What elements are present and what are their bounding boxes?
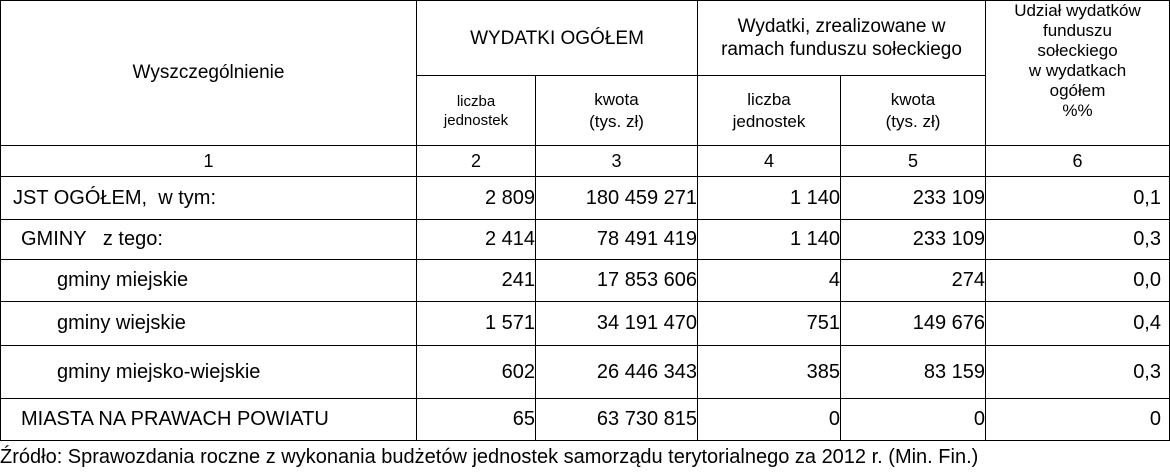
column-number: 1 (1, 146, 417, 177)
cell-fund-amount: 83 159 (841, 346, 986, 399)
table-row-rural (1, 302, 1170, 346)
cell-amount: 78 491 419 (536, 220, 698, 260)
cell-count: 2 414 (417, 220, 536, 260)
column-number: 5 (841, 146, 986, 177)
cell-fund-count: 0 (698, 399, 841, 441)
header-fund-amount: kwota (tys. zł) (841, 76, 986, 146)
cell-share: 0 (986, 399, 1170, 441)
cell-share: 0,1 (986, 177, 1170, 220)
cell-share: 0,3 (986, 346, 1170, 399)
cell-fund-amount: 274 (841, 260, 986, 302)
cell-count: 602 (417, 346, 536, 399)
cell-fund-amount: 233 109 (841, 220, 986, 260)
column-number: 2 (417, 146, 536, 177)
row-label: MIASTA NA PRAWACH POWIATU (1, 399, 417, 441)
cell-amount: 180 459 271 (536, 177, 698, 220)
cell-fund-amount: 149 676 (841, 302, 986, 346)
header-total-expenses: WYDATKI OGÓŁEM (417, 1, 698, 76)
table-row-total (1, 177, 1170, 220)
cell-fund-count: 385 (698, 346, 841, 399)
cell-fund-amount: 0 (841, 399, 986, 441)
table-row-cities (1, 399, 1170, 441)
cell-count: 2 809 (417, 177, 536, 220)
column-number: 3 (536, 146, 698, 177)
cell-amount: 26 446 343 (536, 346, 698, 399)
cell-fund-count: 1 140 (698, 177, 841, 220)
cell-amount: 17 853 606 (536, 260, 698, 302)
header-share: Udział wydatków funduszu sołeckiego w wydatkach ogółem %% (986, 1, 1170, 146)
column-number: 4 (698, 146, 841, 177)
cell-fund-amount: 233 109 (841, 177, 986, 220)
cell-count: 65 (417, 399, 536, 441)
header-count: liczba jednostek (417, 76, 536, 146)
cell-share: 0,3 (986, 220, 1170, 260)
row-label: gminy wiejskie (1, 302, 417, 346)
header-amount: kwota (tys. zł) (536, 76, 698, 146)
column-number: 6 (986, 146, 1170, 177)
row-label: gminy miejskie (1, 260, 417, 302)
cell-share: 0,4 (986, 302, 1170, 346)
header-row-1 (1, 1, 1170, 76)
cell-amount: 34 191 470 (536, 302, 698, 346)
cell-fund-count: 4 (698, 260, 841, 302)
cell-fund-count: 751 (698, 302, 841, 346)
header-specification: Wyszczególnienie (1, 1, 417, 146)
cell-fund-count: 1 140 (698, 220, 841, 260)
header-fund-expenses: Wydatki, zrealizowane w ramach funduszu sołeckiego (698, 1, 986, 76)
header-fund-count: liczba jednostek (698, 76, 841, 146)
row-label: gminy miejsko-wiejskie (1, 346, 417, 399)
cell-share: 0,0 (986, 260, 1170, 302)
column-number-row (1, 146, 1170, 177)
table-row-gminy (1, 220, 1170, 260)
source-note: Źródło: Sprawozdania roczne z wykonania budżetów jednostek samorządu terytorialnego za 2012 r. (Min. Fin.) (0, 446, 979, 468)
row-label: GMINY z tego: (1, 220, 417, 260)
row-label: JST OGÓŁEM, w tym: (1, 177, 417, 220)
table-row-urban-rural (1, 346, 1170, 399)
cell-count: 1 571 (417, 302, 536, 346)
table-row-urban (1, 260, 1170, 302)
cell-amount: 63 730 815 (536, 399, 698, 441)
cell-count: 241 (417, 260, 536, 302)
